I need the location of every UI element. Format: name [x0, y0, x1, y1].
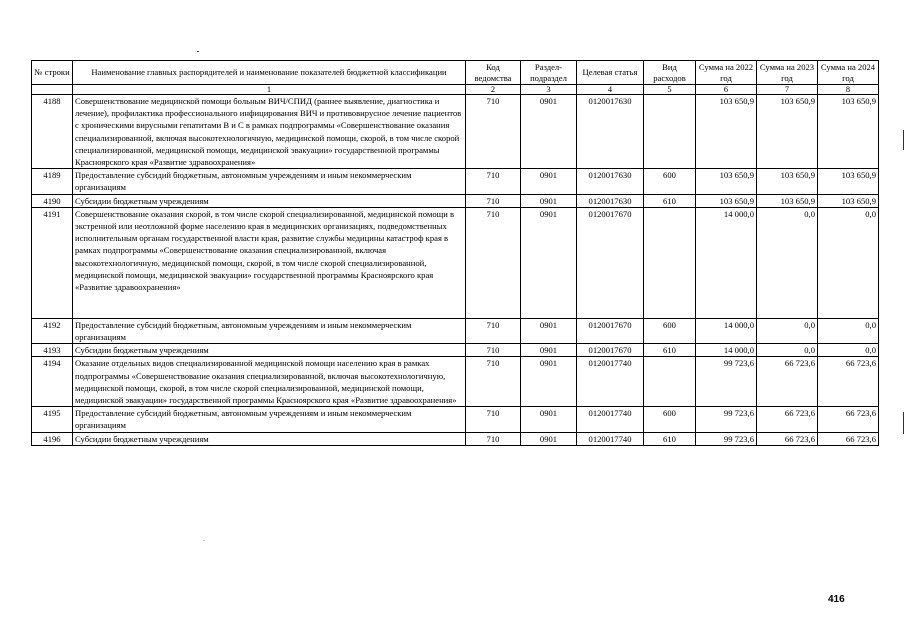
- row-department-code: 710: [466, 357, 521, 407]
- row-number: 4196: [32, 432, 73, 445]
- row-target-article: 0120017630: [577, 95, 644, 169]
- row-name: Субсидии бюджетным учреждениям: [73, 344, 466, 357]
- row-target-article: 0120017740: [577, 432, 644, 445]
- row-department-code: 710: [466, 318, 521, 343]
- header-department-code: Код ведомства: [466, 61, 521, 85]
- row-expense-type: [644, 357, 696, 407]
- row-sum-2024: 0,0: [818, 318, 879, 343]
- row-target-article: 0120017670: [577, 344, 644, 357]
- header-sum-2022: Сумма на 2022 год: [696, 61, 757, 85]
- row-number: 4188: [32, 95, 73, 169]
- row-target-article: 0120017670: [577, 318, 644, 343]
- row-sum-2023: 0,0: [757, 344, 818, 357]
- row-number: 4189: [32, 169, 73, 194]
- row-sum-2022: 14 000,0: [696, 318, 757, 343]
- table-row: [32, 407, 879, 432]
- header-target-article: Целевая статья: [577, 61, 644, 85]
- row-sum-2022: 103 650,9: [696, 194, 757, 207]
- header-expense-type: Вид расходов: [644, 61, 696, 85]
- row-target-article: 0120017670: [577, 207, 644, 318]
- row-section: 0901: [521, 344, 577, 357]
- row-target-article: 0120017630: [577, 194, 644, 207]
- column-number: 6: [696, 85, 757, 95]
- row-sum-2024: 66 723,6: [818, 357, 879, 407]
- row-sum-2023: 103 650,9: [757, 194, 818, 207]
- row-number: 4192: [32, 318, 73, 343]
- row-sum-2022: 99 723,6: [696, 407, 757, 432]
- row-sum-2023: 103 650,9: [757, 169, 818, 194]
- row-number: 4194: [32, 357, 73, 407]
- header-sum-2024: Сумма на 2024 год: [818, 61, 879, 85]
- column-number: 7: [757, 85, 818, 95]
- row-sum-2024: 103 650,9: [818, 194, 879, 207]
- row-sum-2023: 103 650,9: [757, 95, 818, 169]
- row-name: Предоставление субсидий бюджетным, автономным учреждениям и иным некоммерческим организациям: [73, 407, 466, 432]
- row-expense-type: 610: [644, 194, 696, 207]
- row-section: 0901: [521, 95, 577, 169]
- row-sum-2024: 0,0: [818, 207, 879, 318]
- page-number: 416: [828, 594, 845, 605]
- row-section: 0901: [521, 357, 577, 407]
- row-department-code: 710: [466, 169, 521, 194]
- row-section: 0901: [521, 432, 577, 445]
- row-name: Предоставление субсидий бюджетным, автономным учреждениям и иным некоммерческим организациям: [73, 318, 466, 343]
- row-sum-2023: 0,0: [757, 207, 818, 318]
- table-row: [32, 207, 879, 318]
- row-section: 0901: [521, 169, 577, 194]
- row-expense-type: 600: [644, 407, 696, 432]
- row-sum-2022: 99 723,6: [696, 357, 757, 407]
- row-department-code: 710: [466, 95, 521, 169]
- table-row: [32, 432, 879, 445]
- scan-edge-mark: [903, 130, 904, 150]
- row-expense-type: 600: [644, 169, 696, 194]
- row-sum-2024: 66 723,6: [818, 432, 879, 445]
- row-number: 4195: [32, 407, 73, 432]
- table-row: [32, 194, 879, 207]
- scan-speck: [197, 51, 199, 52]
- column-number: 4: [577, 85, 644, 95]
- row-sum-2022: 103 650,9: [696, 169, 757, 194]
- budget-table: [31, 60, 879, 446]
- row-sum-2022: 99 723,6: [696, 432, 757, 445]
- column-number: [32, 85, 73, 95]
- table-row: [32, 95, 879, 169]
- header-section: Раздел-подраздел: [521, 61, 577, 85]
- row-sum-2024: 66 723,6: [818, 407, 879, 432]
- header-row: [32, 61, 879, 85]
- row-department-code: 710: [466, 407, 521, 432]
- column-number: 3: [521, 85, 577, 95]
- row-number: 4193: [32, 344, 73, 357]
- row-expense-type: [644, 95, 696, 169]
- row-section: 0901: [521, 194, 577, 207]
- row-target-article: 0120017740: [577, 357, 644, 407]
- row-expense-type: 600: [644, 318, 696, 343]
- row-number: 4190: [32, 194, 73, 207]
- column-number: 8: [818, 85, 879, 95]
- row-sum-2024: 0,0: [818, 344, 879, 357]
- row-section: 0901: [521, 207, 577, 318]
- row-sum-2024: 103 650,9: [818, 169, 879, 194]
- row-target-article: 0120017740: [577, 407, 644, 432]
- row-department-code: 710: [466, 344, 521, 357]
- row-expense-type: 610: [644, 432, 696, 445]
- column-number: 2: [466, 85, 521, 95]
- table-row: [32, 357, 879, 407]
- row-department-code: 710: [466, 432, 521, 445]
- row-name: Совершенствование оказания скорой, в том числе скорой специализированной, медицинской помощи в экстренной или неотложной форме населению края в медицинских организациях, подведомственных исполнительным органам государственной власти края, развитие службы медицины катастроф края в рамках подпрограммы «Совершенствование оказания специализированной, включая высокотехнологичную, медицинской помощи, скорой, в том числе скорой специализированной, медицинской помощи, медицинской эвакуации» государственной программы Красноярского края «Развитие здравоохранения»: [73, 207, 466, 318]
- row-sum-2022: 14 000,0: [696, 344, 757, 357]
- row-section: 0901: [521, 407, 577, 432]
- row-sum-2023: 66 723,6: [757, 432, 818, 445]
- table-row: [32, 318, 879, 343]
- row-sum-2023: 66 723,6: [757, 407, 818, 432]
- row-sum-2022: 14 000,0: [696, 207, 757, 318]
- header-name: Наименование главных распорядителей и наименование показателей бюджетной классификации: [73, 61, 466, 85]
- row-expense-type: [644, 207, 696, 318]
- column-number: 1: [73, 85, 466, 95]
- scan-edge-mark: [903, 412, 904, 434]
- header-row-number: № строки: [32, 61, 73, 85]
- row-sum-2023: 66 723,6: [757, 357, 818, 407]
- header-sum-2023: Сумма на 2023 год: [757, 61, 818, 85]
- row-name: Предоставление субсидий бюджетным, автономным учреждениям и иным некоммерческим организациям: [73, 169, 466, 194]
- row-sum-2023: 0,0: [757, 318, 818, 343]
- row-name: Субсидии бюджетным учреждениям: [73, 194, 466, 207]
- row-department-code: 710: [466, 207, 521, 318]
- column-number-row: [32, 85, 879, 95]
- table-row: [32, 169, 879, 194]
- row-sum-2022: 103 650,9: [696, 95, 757, 169]
- scan-speck: [203, 540, 205, 541]
- row-expense-type: 610: [644, 344, 696, 357]
- row-section: 0901: [521, 318, 577, 343]
- row-number: 4191: [32, 207, 73, 318]
- column-number: 5: [644, 85, 696, 95]
- row-name: Оказание отдельных видов специализированной медицинской помощи населению края в рамках подпрограммы «Совершенствование оказания специализированной, включая высокотехнологичную, медицинской помощи, скорой, в том числе скорой специализированной, медицинской помощи, медицинской эвакуации» государственной программы Красноярского края «Развитие здравоохранения»: [73, 357, 466, 407]
- row-name: Субсидии бюджетным учреждениям: [73, 432, 466, 445]
- row-name: Совершенствование медицинской помощи больным ВИЧ/СПИД (раннее выявление, диагностика и лечение), профилактика профессионального инфицирования ВИЧ и противовирусное лечение пациентов с хроническими вирусными гепатитами В и С в рамках подпрограммы «Совершенствование оказания специализированной, включая высокотехнологичную, медицинской помощи, скорой, в том числе скорой специализированной, медицинской помощи, медицинской эвакуации» государственной программы Красноярского края «Развитие здравоохранения»: [73, 95, 466, 169]
- table-row: [32, 344, 879, 357]
- row-department-code: 710: [466, 194, 521, 207]
- row-sum-2024: 103 650,9: [818, 95, 879, 169]
- row-target-article: 0120017630: [577, 169, 644, 194]
